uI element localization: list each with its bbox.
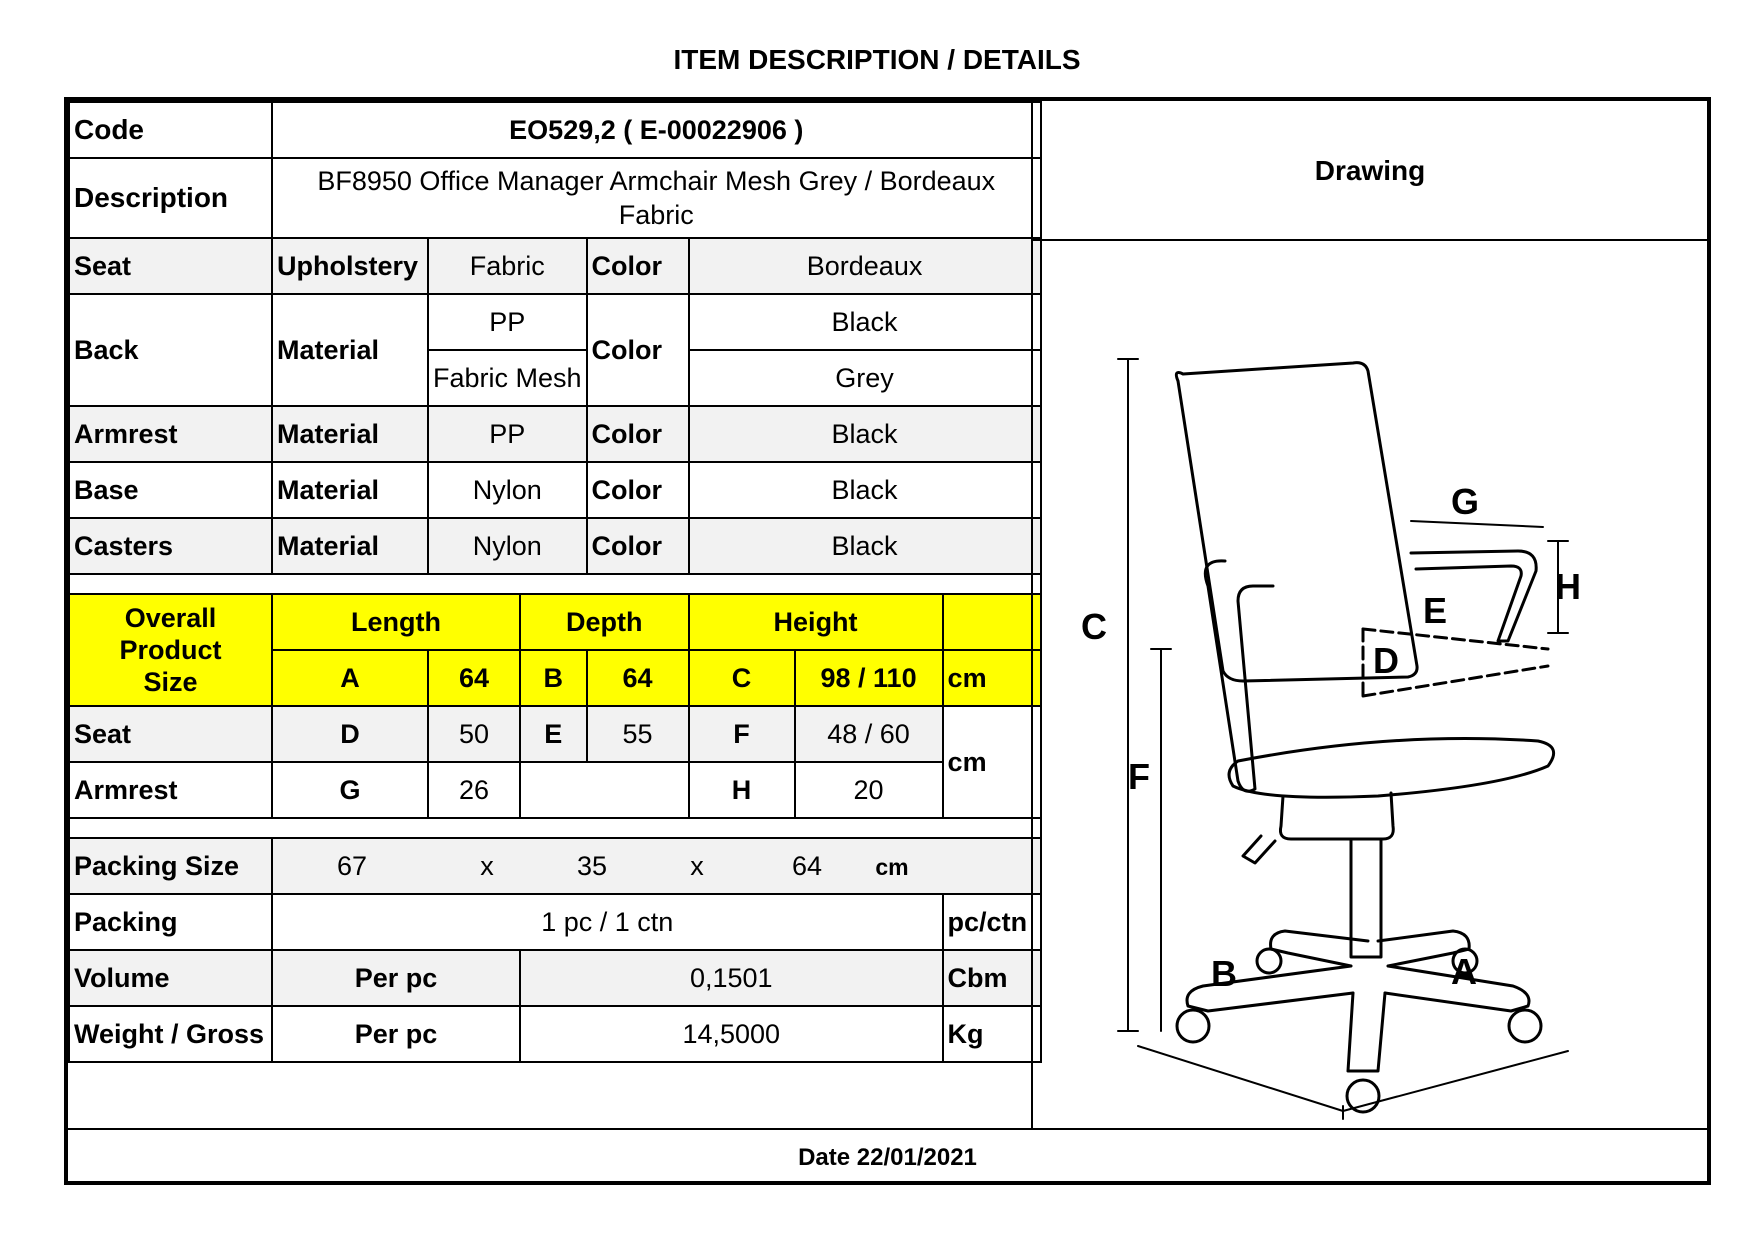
overall-label-line-2: Size	[143, 667, 198, 697]
dim-g-letter: G	[272, 762, 428, 818]
casters-value: Nylon	[428, 518, 587, 574]
letter-g: G	[1451, 481, 1480, 522]
dim-line-b	[1138, 1046, 1343, 1111]
volume-unit: Cbm	[943, 950, 1041, 1006]
armrest-color-label: Color	[587, 406, 689, 462]
dim-e-letter: E	[520, 706, 587, 762]
spacer-row	[69, 574, 1041, 594]
weight-per: Per pc	[272, 1006, 520, 1062]
seat-dims-row	[69, 706, 1041, 762]
packing-size-row	[69, 838, 1041, 894]
base-row	[69, 462, 1041, 518]
packing-size-unit: cm	[875, 853, 909, 880]
page-title: ITEM DESCRIPTION / DETAILS	[673, 44, 1081, 75]
depth-header: Depth	[520, 594, 689, 650]
seat-label: Seat	[69, 238, 272, 294]
drawing-panel	[1031, 241, 1707, 1128]
dims-unit: cm	[943, 706, 1041, 818]
packing-width: 35	[576, 850, 608, 881]
spacer	[69, 574, 1041, 594]
weight-unit: Kg	[943, 1006, 1041, 1062]
letter-c: C	[1081, 606, 1107, 647]
seat-color: Bordeaux	[689, 238, 1041, 294]
back-attr: Material	[272, 294, 428, 406]
back-color-2: Grey	[689, 350, 1041, 406]
letter-h: H	[1555, 566, 1581, 607]
packing-size-value	[272, 838, 1041, 894]
casters-attr: Material	[272, 518, 428, 574]
date-footer: Date 22/01/2021	[68, 1128, 1707, 1185]
armrest-dims-blank	[520, 762, 689, 818]
casters-label: Casters	[69, 518, 272, 574]
seat-attr: Upholstery	[272, 238, 428, 294]
dim-e-value: 55	[587, 706, 689, 762]
back-value-2: Fabric Mesh	[428, 350, 587, 406]
overall-header-row	[69, 594, 1041, 650]
caster-right	[1509, 1010, 1541, 1042]
caster-front	[1347, 1080, 1379, 1112]
spec-sheet	[64, 97, 1711, 1185]
packing-length: 67	[336, 850, 368, 881]
armrest-color: Black	[689, 406, 1041, 462]
armrest-dims-label: Armrest	[69, 762, 272, 818]
packing-row	[69, 894, 1041, 950]
back-row-1	[69, 294, 1041, 350]
seat-mechanism	[1280, 793, 1393, 839]
dim-f-letter: F	[689, 706, 795, 762]
seat-material-row	[69, 238, 1041, 294]
packing-x-2: x	[690, 850, 704, 881]
casters-row	[69, 518, 1041, 574]
code-value: EO529,2 ( E-00022906 )	[272, 102, 1041, 158]
base-value: Nylon	[428, 462, 587, 518]
code-row	[69, 102, 1041, 158]
packing-unit: pc/ctn	[943, 894, 1041, 950]
dim-g-value: 26	[428, 762, 520, 818]
armrest-material-row	[69, 406, 1041, 462]
packing-value: 1 pc / 1 ctn	[272, 894, 943, 950]
weight-row	[69, 1006, 1041, 1062]
back-color-label: Color	[587, 294, 689, 406]
casters-color: Black	[689, 518, 1041, 574]
overall-label	[69, 594, 272, 706]
spacer	[69, 818, 1041, 838]
overall-label-line-1: Overall Product	[119, 603, 222, 665]
dim-line-a	[1343, 1051, 1568, 1111]
base-label: Base	[69, 462, 272, 518]
description-line-1: BF8950 Office Manager Armchair Mesh Grey / Bordeaux	[317, 166, 996, 196]
dim-a-letter: A	[272, 650, 428, 706]
base-color-label: Color	[587, 462, 689, 518]
dim-h-letter: H	[689, 762, 795, 818]
seat-color-label: Color	[587, 238, 689, 294]
weight-label: Weight / Gross	[69, 1006, 272, 1062]
dim-h-value: 20	[795, 762, 943, 818]
letter-b: B	[1211, 953, 1237, 994]
seat-dims-label: Seat	[69, 706, 272, 762]
back-value-1: PP	[428, 294, 587, 350]
packing-height: 64	[791, 850, 823, 881]
caster-back-left	[1257, 949, 1281, 973]
length-header: Length	[272, 594, 520, 650]
base-arm-front	[1348, 993, 1385, 1071]
seat-cushion	[1229, 739, 1554, 798]
base-attr: Material	[272, 462, 428, 518]
back-color-1: Black	[689, 294, 1041, 350]
weight-value: 14,5000	[520, 1006, 943, 1062]
letter-d: D	[1373, 640, 1399, 681]
dim-c-value: 98 / 110	[795, 650, 943, 706]
chair-drawing	[1033, 241, 1705, 1128]
height-header: Height	[689, 594, 943, 650]
dim-b-value: 64	[587, 650, 689, 706]
packing-size-label: Packing Size	[69, 838, 272, 894]
spacer-row-2	[69, 818, 1041, 838]
dim-c-letter: C	[689, 650, 795, 706]
overall-unit-blank	[943, 594, 1041, 650]
back-label: Back	[69, 294, 272, 406]
packing-label: Packing	[69, 894, 272, 950]
drawing-header: Drawing	[1031, 101, 1707, 241]
armrest-dims-row	[69, 762, 1041, 818]
caster-left	[1177, 1010, 1209, 1042]
dim-d-letter: D	[272, 706, 428, 762]
letter-e: E	[1423, 590, 1448, 631]
packing-x-1: x	[480, 850, 494, 881]
base-arm-back-left	[1271, 931, 1368, 966]
base-color: Black	[689, 462, 1041, 518]
lever	[1243, 836, 1275, 863]
dim-b-letter: B	[520, 650, 587, 706]
overall-unit: cm	[943, 650, 1041, 706]
backrest-outline	[1176, 363, 1417, 681]
description-line-2: Fabric	[618, 200, 694, 230]
spec-table	[68, 101, 1042, 1063]
volume-value: 0,1501	[520, 950, 943, 1006]
dim-f-value: 48 / 60	[795, 706, 943, 762]
volume-per: Per pc	[272, 950, 520, 1006]
description-value	[272, 158, 1041, 238]
volume-label: Volume	[69, 950, 272, 1006]
armrest-attr: Material	[272, 406, 428, 462]
dim-a-value: 64	[428, 650, 520, 706]
description-label: Description	[69, 158, 272, 238]
armrest-value: PP	[428, 406, 587, 462]
letter-f: F	[1128, 756, 1150, 797]
volume-row	[69, 950, 1041, 1006]
description-row	[69, 158, 1041, 238]
dim-d-value: 50	[428, 706, 520, 762]
armrest-label: Armrest	[69, 406, 272, 462]
seat-value: Fabric	[428, 238, 587, 294]
letter-a: A	[1451, 951, 1477, 992]
casters-color-label: Color	[587, 518, 689, 574]
code-label: Code	[69, 102, 272, 158]
